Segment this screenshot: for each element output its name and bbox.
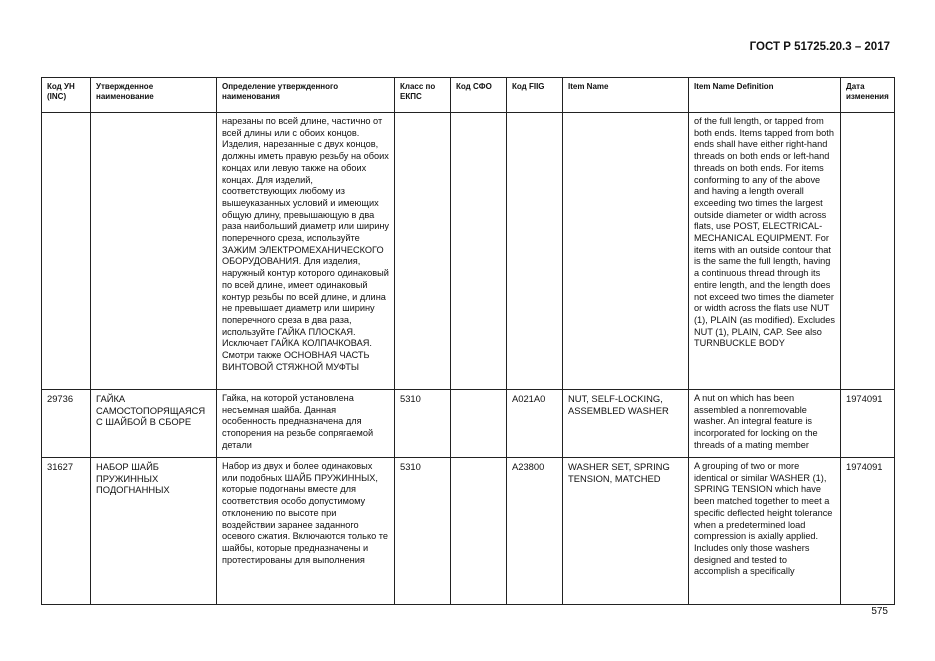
column-header-inc: Код УН (INC) [42, 78, 91, 113]
cell-ekps-class: 5310 [395, 390, 451, 458]
cell-definition-ru: нарезаны по всей длине, частично от всей длины или с обоих концов. Изделия, нарезанные с двух концов, должны иметь правую резьбу на обоих концах или левую также на обоих концах. Для изделий, соответствующих любому из вышеуказанных условий и имеющих общую длину, превышающую в два раза наибольший диаметр или ширину поперечного среза, используйте ЗАЖИМ ЭЛЕКТРОМЕХАНИЧЕСКОГО ОБОРУДОВАНИЯ. Для изделия, наружный контур которого одинаковый по всей длине, имеет одинаковый контур резьбы по всей длине, и длина не превышает диаметр или ширину поперечного среза в два раза, используйте ГАЙКА ПЛОСКАЯ. Исключает ГАЙКА КОЛПАЧКОВАЯ. Смотри также ОСНОВНАЯ ЧАСТЬ ВИНТОВОЙ СТЯЖНОЙ МУФТЫ [217, 113, 395, 390]
cell-fiig-code: A23800 [507, 458, 563, 605]
column-header-change-date: Дата изменения [841, 78, 895, 113]
cell-ekps-class [395, 113, 451, 390]
cell-definition-en: A nut on which has been assembled a nonremovable washer. An integral feature is incorporated for locking on the threads of a mating member [689, 390, 841, 458]
cell-change-date [841, 113, 895, 390]
column-header-fiig-code: Код FIIG [507, 78, 563, 113]
cell-definition-en: of the full length, or tapped from both ends. Items tapped from both ends shall have either right-hand threads on both ends or left-hand threads on both ends. For items conforming to any of the above and having a length overall exceeding two times the largest outside diameter or width across flats, use POST, ELECTRICAL-MECHANICAL EQUIPMENT. For items with an outside contour that is the same the full length, having a continuous thread through its entire length, and the length does not exceed two times the diameter or width across the flats use NUT (1), PLAIN (as modified). Excludes NUT (1), PLAIN, CAP. See also TURNBUCKLE BODY [689, 113, 841, 390]
column-header-definition-ru: Определение утвержденного наименования [217, 78, 395, 113]
page-number: 575 [871, 606, 888, 617]
cell-fiig-code: A021A0 [507, 390, 563, 458]
column-header-item-name: Item Name [563, 78, 689, 113]
cell-item-name: WASHER SET, SPRING TENSION, MATCHED [563, 458, 689, 605]
column-header-approved-name: Утвержденное наименование [91, 78, 217, 113]
cell-inc: 29736 [42, 390, 91, 458]
cell-approved-name [91, 113, 217, 390]
table-row [42, 458, 895, 605]
cell-sfo-code [451, 390, 507, 458]
table-header-row [42, 78, 895, 113]
column-header-sfo-code: Код СФО [451, 78, 507, 113]
cell-inc: 31627 [42, 458, 91, 605]
cell-item-name [563, 113, 689, 390]
cell-definition-ru: Гайка, на которой установлена несъемная шайба. Данная особенность предназначена для стопорения на резьбе сопрягаемой детали [217, 390, 395, 458]
table-row [42, 390, 895, 458]
column-header-definition-en: Item Name Definition [689, 78, 841, 113]
cell-change-date: 1974091 [841, 390, 895, 458]
document-standard-code: ГОСТ Р 51725.20.3 – 2017 [749, 41, 890, 53]
table-row [42, 113, 895, 390]
cell-sfo-code [451, 113, 507, 390]
cell-sfo-code [451, 458, 507, 605]
cell-definition-en: A grouping of two or more identical or similar WASHER (1), SPRING TENSION which have been matched together to meet a specific deflected height tolerance when a predetermined load compression is axially applied. Includes only those washers designed and tested to accomplish a specifically [689, 458, 841, 605]
cell-fiig-code [507, 113, 563, 390]
cell-item-name: NUT, SELF-LOCKING, ASSEMBLED WASHER [563, 390, 689, 458]
cell-inc [42, 113, 91, 390]
column-header-ekps-class: Класс по ЕКПС [395, 78, 451, 113]
nomenclature-table [41, 77, 895, 605]
cell-definition-ru: Набор из двух и более одинаковых или подобных ШАЙБ ПРУЖИННЫХ, которые подогнаны вместе для соответствия особо допустимому отклонению по высоте при воздействии заранее заданного осевого сжатия. Включаются только те шайбы, которые предназначены и протестированы для выполнения [217, 458, 395, 605]
cell-approved-name: ГАЙКА САМОСТОПОРЯЩАЯСЯ С ШАЙБОЙ В СБОРЕ [91, 390, 217, 458]
cell-ekps-class: 5310 [395, 458, 451, 605]
cell-change-date: 1974091 [841, 458, 895, 605]
cell-approved-name: НАБОР ШАЙБ ПРУЖИННЫХ ПОДОГНАННЫХ [91, 458, 217, 605]
